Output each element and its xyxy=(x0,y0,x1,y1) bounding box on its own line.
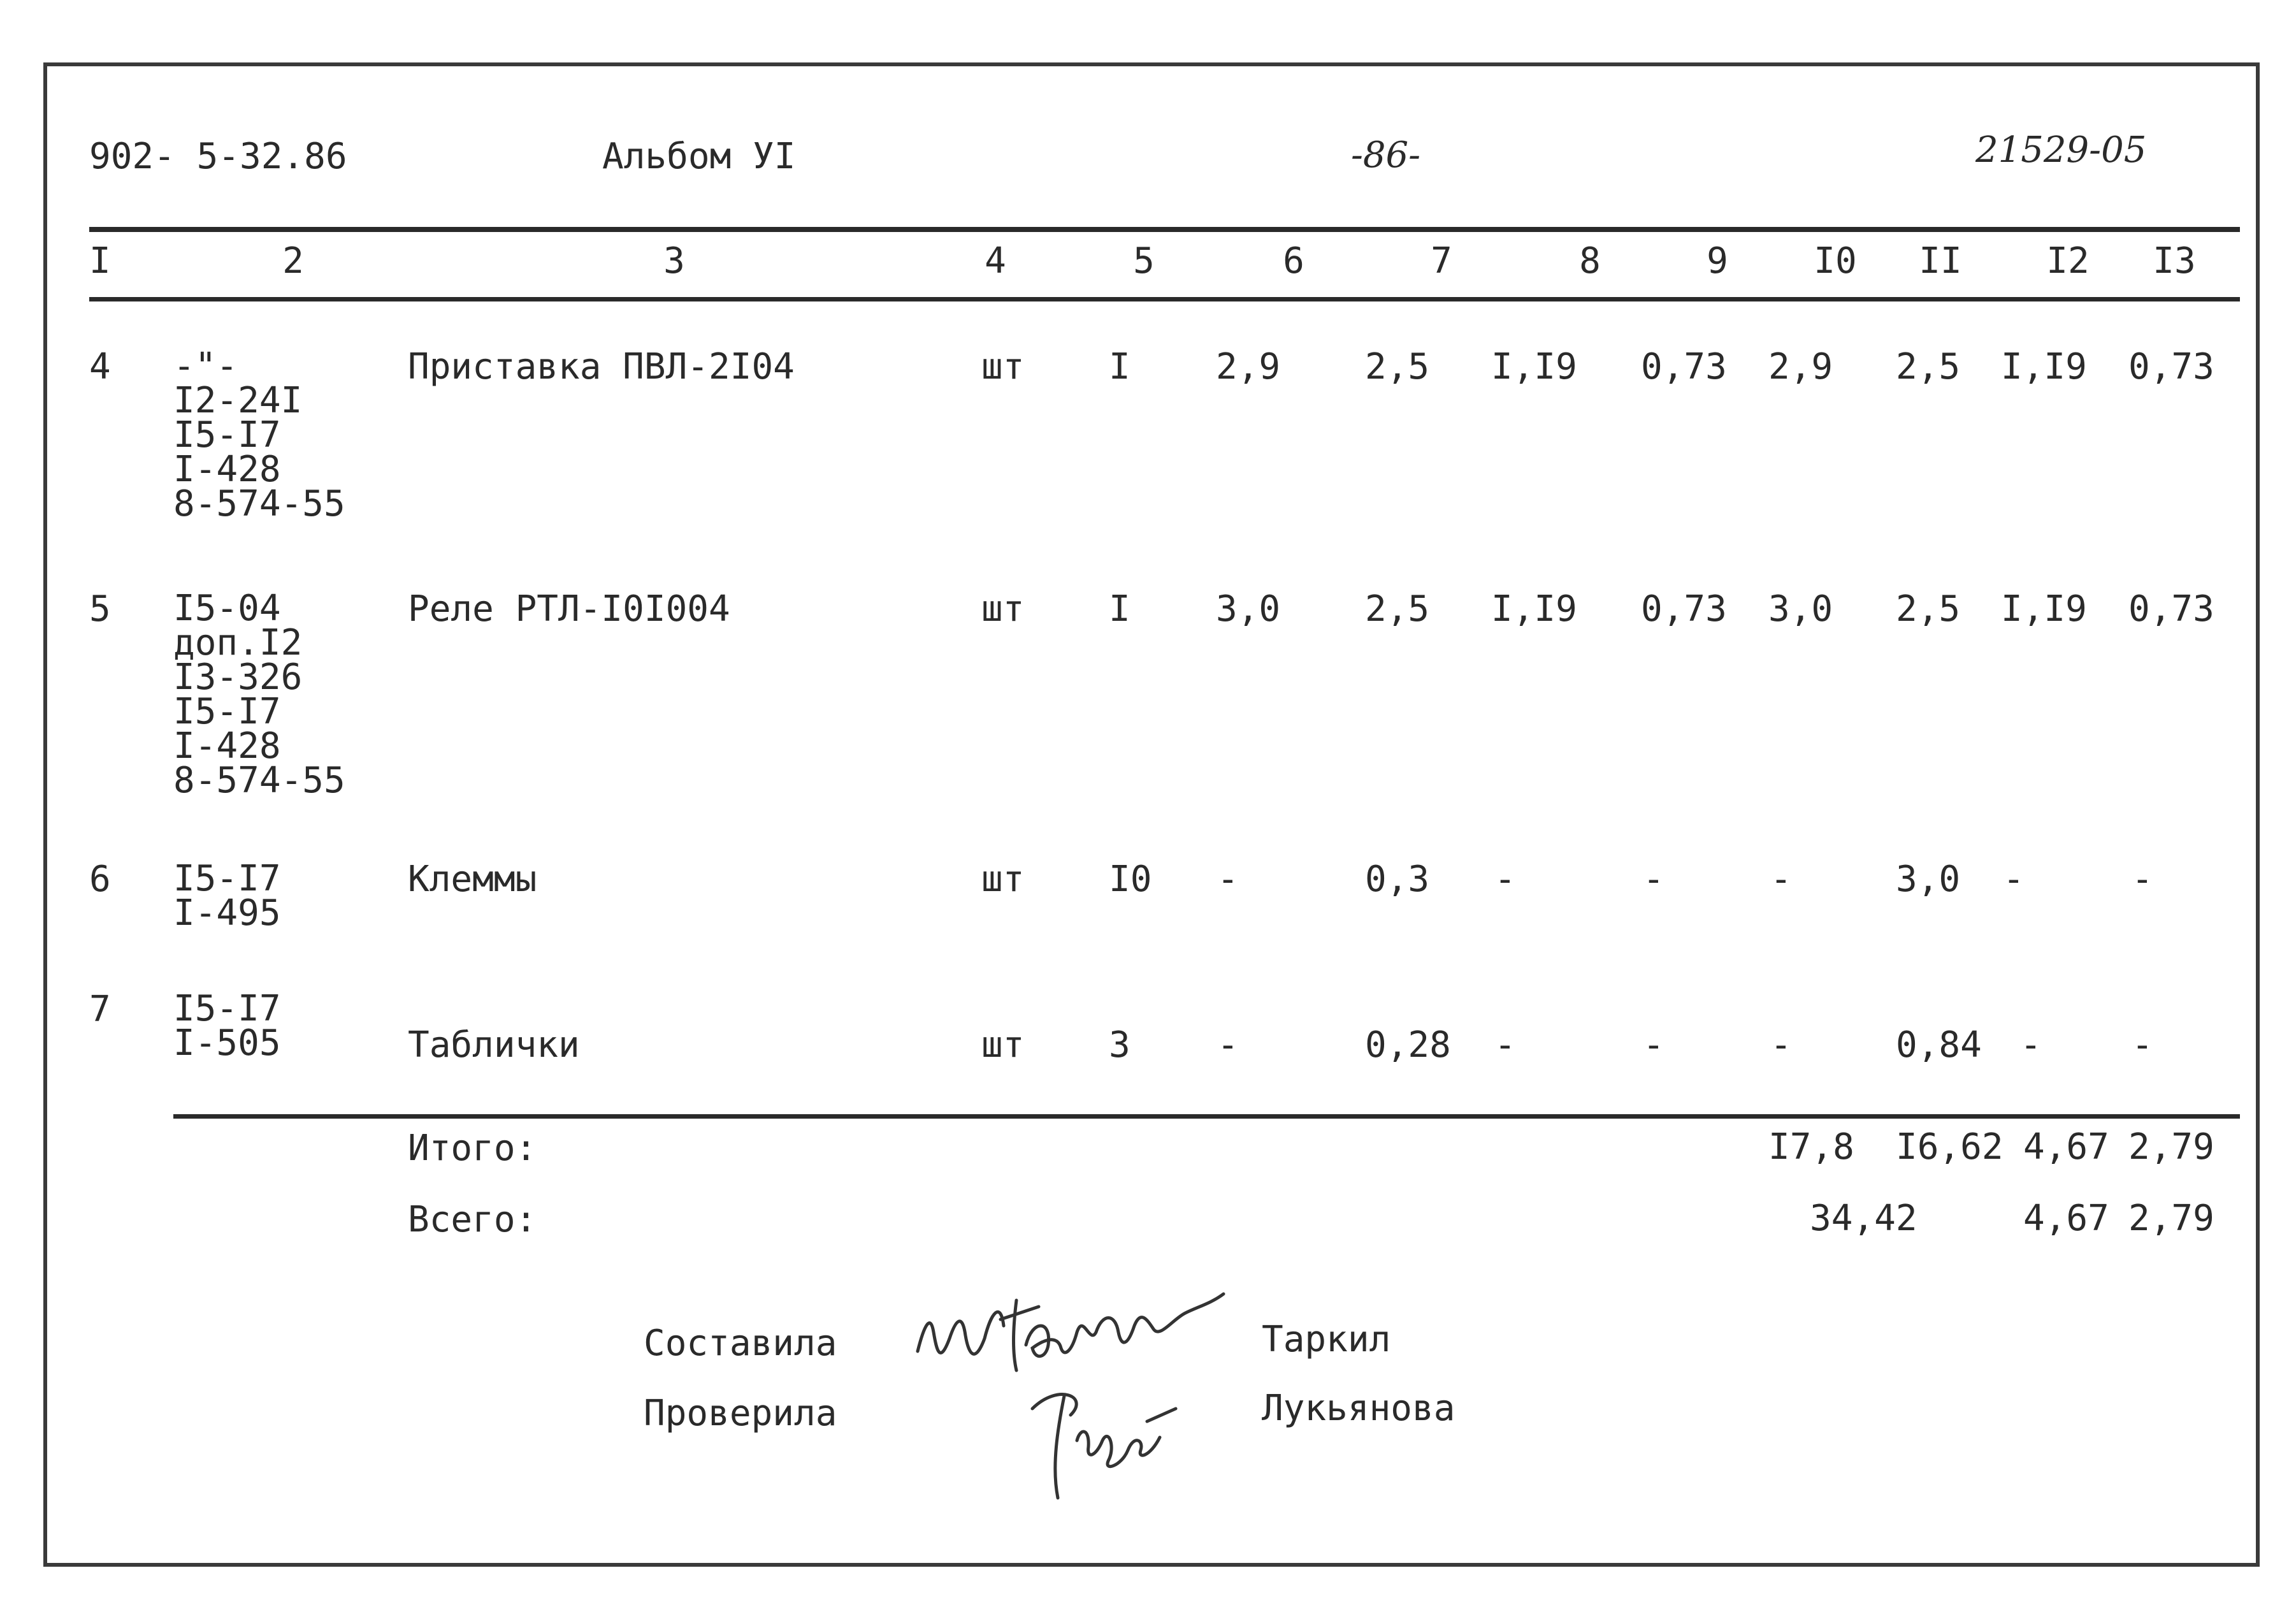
checked-signature xyxy=(1020,1370,1185,1511)
col7-value: 2,5 xyxy=(1365,346,1430,388)
unit: шт xyxy=(981,346,1025,388)
col-3: 3 xyxy=(663,240,685,282)
catalog-code: I5-I7 xyxy=(173,858,281,899)
col-7: 7 xyxy=(1431,240,1452,282)
col9-value: - xyxy=(1643,1024,1664,1066)
item-name: Таблички xyxy=(408,1024,580,1066)
item-name: Приставка ПВЛ-2I04 xyxy=(408,346,795,388)
col6-value: 2,9 xyxy=(1216,346,1281,388)
col7-value: 0,3 xyxy=(1365,859,1430,900)
totals-rule xyxy=(173,1114,2240,1119)
col-6: 6 xyxy=(1283,240,1304,282)
row-number: 5 xyxy=(89,588,111,630)
checked-label: Проверила xyxy=(644,1393,837,1434)
unit: шт xyxy=(981,1024,1025,1066)
catalog-code: I5-I7 xyxy=(173,988,281,1029)
col10-value: 2,9 xyxy=(1768,346,1833,388)
col13-value: 0,73 xyxy=(2128,588,2214,630)
page-number: -86- xyxy=(1351,134,1421,176)
col11-value: 3,0 xyxy=(1896,859,1961,900)
col7-value: 2,5 xyxy=(1365,588,1430,630)
catalog-code: 8-574-55 xyxy=(173,483,345,525)
row-number: 7 xyxy=(89,989,111,1030)
col-11: II xyxy=(1919,240,1962,282)
catalog-codes xyxy=(173,858,281,934)
col8-value: - xyxy=(1494,859,1516,900)
col9-value: - xyxy=(1643,859,1664,900)
col-8: 8 xyxy=(1579,240,1601,282)
archive-number: 21529-05 xyxy=(1975,129,2147,171)
col10-value: - xyxy=(1770,1024,1792,1066)
col6-value: 3,0 xyxy=(1216,588,1281,630)
col6-value: - xyxy=(1217,859,1239,900)
composed-name: Таркил xyxy=(1262,1319,1391,1360)
itogo-col11: I6,62 xyxy=(1896,1126,2004,1168)
col12-value: - xyxy=(2020,1024,2042,1066)
catalog-code: I-428 xyxy=(173,449,281,490)
col12-value: I,I9 xyxy=(2001,588,2087,630)
item-name: Реле РТЛ-I0I004 xyxy=(408,588,730,630)
col-2: 2 xyxy=(282,240,304,282)
col8-value: I,I9 xyxy=(1491,588,1577,630)
catalog-code: I-495 xyxy=(173,892,281,934)
catalog-codes xyxy=(173,588,345,801)
catalog-code: доп.I2 xyxy=(173,622,303,664)
col9-value: 0,73 xyxy=(1641,588,1727,630)
catalog-codes xyxy=(173,345,345,525)
col6-value: - xyxy=(1217,1024,1239,1066)
itogo-col12: 4,67 xyxy=(2023,1126,2109,1168)
album-label: Альбом УI xyxy=(602,136,796,177)
row-number: 4 xyxy=(89,346,111,388)
vsego-col10-11: 34,42 xyxy=(1810,1198,1917,1239)
vsego-col13: 2,79 xyxy=(2128,1198,2214,1239)
catalog-code: I-428 xyxy=(173,725,281,767)
quantity: I xyxy=(1109,588,1130,630)
col-10: I0 xyxy=(1814,240,1857,282)
header-top-rule xyxy=(89,227,2240,232)
catalog-code: I5-I7 xyxy=(173,691,281,732)
col-12: I2 xyxy=(2046,240,2090,282)
col-1: I xyxy=(89,240,111,282)
vsego-col12: 4,67 xyxy=(2023,1198,2109,1239)
catalog-code: I3-326 xyxy=(173,657,303,698)
col10-value: 3,0 xyxy=(1768,588,1833,630)
quantity: 3 xyxy=(1109,1024,1130,1066)
col7-value: 0,28 xyxy=(1365,1024,1451,1066)
catalog-code: I-505 xyxy=(173,1022,281,1064)
col13-value: - xyxy=(2132,1024,2153,1066)
col10-value: - xyxy=(1770,859,1792,900)
col11-value: 2,5 xyxy=(1896,346,1961,388)
col8-value: - xyxy=(1494,1024,1516,1066)
col-5: 5 xyxy=(1133,240,1155,282)
checked-name: Лукьянова xyxy=(1262,1388,1455,1429)
catalog-codes xyxy=(173,988,281,1064)
catalog-code: I5-I7 xyxy=(173,414,281,456)
col9-value: 0,73 xyxy=(1641,346,1727,388)
catalog-code: -"- xyxy=(173,345,238,387)
col11-value: 0,84 xyxy=(1896,1024,1982,1066)
vsego-label: Всего: xyxy=(408,1199,537,1240)
quantity: I xyxy=(1109,346,1130,388)
col13-value: - xyxy=(2132,859,2153,900)
unit: шт xyxy=(981,588,1025,630)
col11-value: 2,5 xyxy=(1896,588,1961,630)
col12-value: I,I9 xyxy=(2001,346,2087,388)
col-4: 4 xyxy=(985,240,1006,282)
catalog-code: I5-04 xyxy=(173,588,281,629)
col8-value: I,I9 xyxy=(1491,346,1577,388)
doc-code: 902- 5-32.86 xyxy=(89,136,347,177)
col12-value: - xyxy=(2003,859,2025,900)
col-9: 9 xyxy=(1707,240,1728,282)
itogo-col13: 2,79 xyxy=(2128,1126,2214,1168)
row-number: 6 xyxy=(89,859,111,900)
header-bottom-rule xyxy=(89,297,2240,301)
catalog-code: 8-574-55 xyxy=(173,760,345,801)
unit: шт xyxy=(981,859,1025,900)
col-13: I3 xyxy=(2153,240,2196,282)
catalog-code: I2-24I xyxy=(173,380,303,421)
itogo-label: Итого: xyxy=(408,1128,537,1169)
col13-value: 0,73 xyxy=(2128,346,2214,388)
composed-label: Составила xyxy=(644,1323,837,1364)
itogo-col10: I7,8 xyxy=(1768,1126,1854,1168)
quantity: I0 xyxy=(1109,859,1152,900)
item-name: Клеммы xyxy=(408,859,537,900)
